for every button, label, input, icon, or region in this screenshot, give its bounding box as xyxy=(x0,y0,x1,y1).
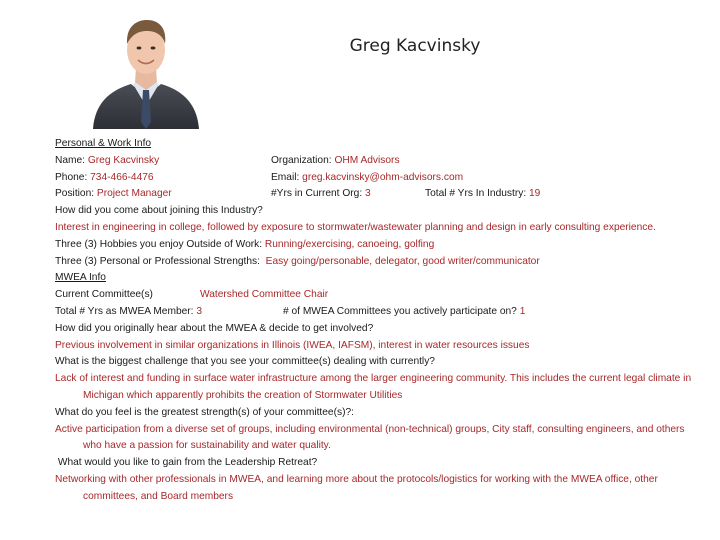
strengths-row xyxy=(55,254,695,271)
join-question: How did you come about joining this Industry? xyxy=(55,205,263,217)
hear-question: How did you originally hear about the MWEA & decide to get involved? xyxy=(55,322,374,334)
position-label: Position: xyxy=(55,188,95,200)
phone-email-row xyxy=(55,170,695,187)
yrs-org-label: #Yrs in Current Org: xyxy=(271,188,363,200)
org-label: Organization: xyxy=(271,154,332,166)
personal-section-heading: Personal & Work Info xyxy=(55,138,152,149)
yrs-industry-value: 19 xyxy=(529,188,541,200)
yrs-industry-field xyxy=(425,186,540,203)
profile-content xyxy=(55,136,695,506)
num-committees-label: # of MWEA Committees you actively participate on? xyxy=(283,305,517,317)
num-committees-value: 1 xyxy=(519,305,526,317)
num-committees-field xyxy=(283,304,525,321)
hobbies-label: Three (3) Hobbies you enjoy Outside of Work: xyxy=(55,238,263,250)
join-answer: Interest in engineering in college, followed by exposure to stormwater/wastewater planning and design in early consulting experience. xyxy=(55,221,656,233)
strengths-label: Three (3) Personal or Professional Strengths: xyxy=(55,255,260,267)
committee-label: Current Committee(s) xyxy=(55,289,153,301)
strength-question: What do you feel is the greatest strength(s) of your committee(s)?: xyxy=(55,406,354,418)
page-title: Greg Kacvinsky xyxy=(349,36,481,56)
position-row xyxy=(55,186,695,203)
strength-answer: Active participation from a diverse set of groups, including environmental (non-technical) groups, City staff, consulting engineers, and others who have a passion for sustainability and water quality. xyxy=(55,423,685,452)
hobbies-value: Running/exercising, canoeing, golfing xyxy=(264,238,435,250)
gain-question: What would you like to gain from the Leadership Retreat? xyxy=(55,457,318,469)
name-value: Greg Kacvinsky xyxy=(87,154,160,166)
challenge-question: What is the biggest challenge that you see your committee(s) dealing with currently? xyxy=(55,356,435,368)
name-org-row xyxy=(55,153,695,170)
strengths-value: Easy going/personable, delegator, good writer/communicator xyxy=(265,255,540,267)
name-label: Name: xyxy=(55,154,86,166)
yrs-member-value: 3 xyxy=(196,305,203,317)
email-label: Email: xyxy=(271,171,300,183)
committee-value: Watershed Committee Chair xyxy=(200,289,329,301)
email-field xyxy=(271,170,463,187)
phone-label: Phone: xyxy=(55,171,88,183)
email-value: greg.kacvinsky@ohm-advisors.com xyxy=(302,171,464,183)
yrs-org-value: 3 xyxy=(365,188,371,200)
membership-row xyxy=(55,304,695,321)
challenge-answer: Lack of interest and funding in surface water infrastructure among the larger engineering community. This includes the current legal climate in Michigan which apparently prohibits the creation of Stormwater Utilities xyxy=(55,373,692,401)
phone-value: 734-466-4476 xyxy=(90,171,154,183)
org-value: OHM Advisors xyxy=(334,154,400,166)
yrs-member-label: Total # Yrs as MWEA Member: xyxy=(55,305,194,317)
committee-row xyxy=(55,287,695,304)
profile-photo xyxy=(91,10,201,129)
gain-answer: Networking with other professionals in MWEA, and learning more about the protocols/logistics for working with the MWEA office, other committees, and Board members xyxy=(55,473,658,502)
org-field xyxy=(271,153,400,170)
yrs-industry-label: Total # Yrs In Industry: xyxy=(425,188,527,200)
position-value: Project Manager xyxy=(96,188,172,200)
hear-answer: Previous involvement in similar organizations in Illinois (IWEA, IAFSM), interest in water resources issues xyxy=(55,339,530,351)
yrs-org-field xyxy=(271,186,371,203)
mwea-section-heading: MWEA Info xyxy=(55,272,106,284)
hobbies-row xyxy=(55,237,695,254)
